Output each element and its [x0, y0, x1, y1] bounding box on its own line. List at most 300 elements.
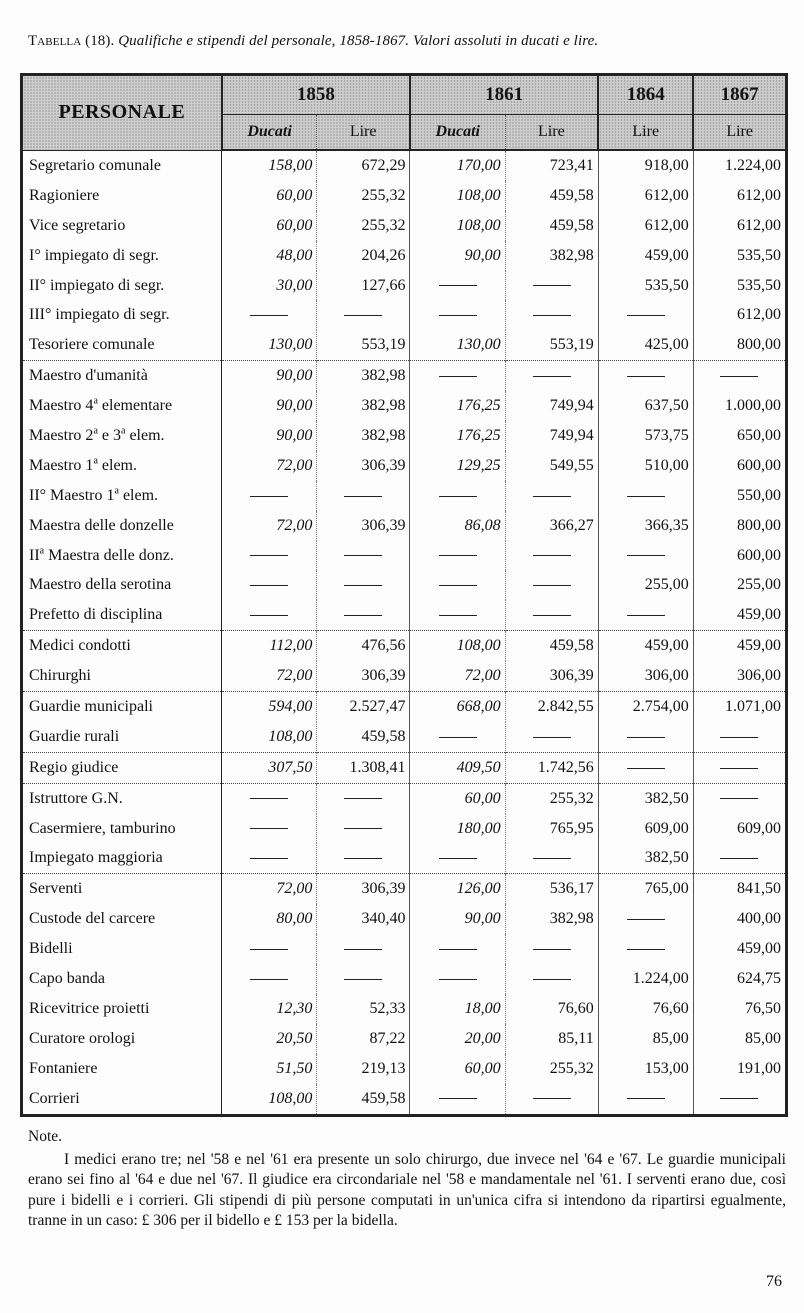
cell-lire-1864: 382,50	[598, 843, 693, 873]
dash-line	[344, 315, 382, 316]
table-row	[22, 722, 787, 752]
name-part: elem.	[125, 426, 165, 444]
cell-lire-1858: 87,22	[317, 1024, 410, 1054]
cell-ducati-1861: 130,00	[410, 330, 505, 360]
dash-line	[344, 496, 382, 497]
dash-line	[627, 919, 665, 920]
table-row	[22, 1054, 787, 1084]
subheader-lire-1861: Lire	[505, 115, 598, 151]
subheader-lire-1864: Lire	[598, 115, 693, 151]
cell-ducati-1861: 108,00	[410, 631, 505, 661]
cell-empty-ducati-1861	[410, 300, 505, 330]
cell-lire-1858: 204,26	[317, 241, 410, 271]
row-personale-name	[22, 241, 222, 271]
cell-empty-ducati-1858	[222, 541, 317, 571]
table-row	[22, 150, 787, 181]
table-row	[22, 211, 787, 241]
cell-empty-lire-1864	[598, 600, 693, 630]
cell-empty-ducati-1858	[222, 300, 317, 330]
cell-ducati-1861: 176,25	[410, 391, 505, 421]
name-superscript: a	[93, 395, 98, 407]
cell-empty-lire-1861	[505, 570, 598, 600]
cell-lire-1867: 600,00	[693, 451, 786, 481]
cell-lire-1861: 85,11	[505, 1024, 598, 1054]
subheader-ducati-1861: Ducati	[410, 115, 505, 151]
cell-lire-1858: 255,32	[317, 181, 410, 211]
cell-lire-1867: 191,00	[693, 1054, 786, 1084]
cell-lire-1867: 612,00	[693, 211, 786, 241]
table-row	[22, 391, 787, 421]
cell-lire-1867: 459,00	[693, 631, 786, 661]
table-row	[22, 600, 787, 630]
cell-lire-1861: 382,98	[505, 241, 598, 271]
cell-empty-ducati-1861	[410, 934, 505, 964]
name-part: Impiegato maggioria	[29, 849, 163, 867]
table-row	[22, 300, 787, 330]
cell-empty-lire-1864	[598, 361, 693, 391]
cell-lire-1858: 459,58	[317, 722, 410, 752]
cell-ducati-1858: 307,50	[222, 752, 317, 783]
cell-lire-1864: 255,00	[598, 570, 693, 600]
dash-line	[344, 798, 382, 799]
dash-line	[439, 949, 477, 950]
dash-line	[250, 555, 288, 556]
row-personale-name	[22, 752, 222, 783]
caption-number: (18).	[85, 33, 115, 49]
cell-ducati-1858: 108,00	[222, 722, 317, 752]
cell-empty-lire-1861	[505, 934, 598, 964]
cell-lire-1861: 549,55	[505, 451, 598, 481]
dash-line	[250, 315, 288, 316]
cell-ducati-1858: 60,00	[222, 211, 317, 241]
dash-line	[439, 555, 477, 556]
cell-lire-1858: 306,39	[317, 511, 410, 541]
cell-ducati-1861: 108,00	[410, 181, 505, 211]
cell-lire-1867: 612,00	[693, 300, 786, 330]
dash-line	[250, 858, 288, 859]
cell-lire-1861: 723,41	[505, 150, 598, 181]
dash-line	[250, 828, 288, 829]
name-part: Tesoriere comunale	[29, 336, 155, 354]
dash-line	[344, 949, 382, 950]
notes-heading: Note.	[28, 1128, 63, 1145]
name-part: Regio giudice	[29, 758, 119, 776]
cell-lire-1858: 382,98	[317, 391, 410, 421]
cell-lire-1867: 841,50	[693, 874, 786, 904]
cell-ducati-1861: 668,00	[410, 692, 505, 722]
subheader-lire-1858: Lire	[317, 115, 410, 151]
cell-empty-lire-1867	[693, 1084, 786, 1115]
name-part: Maestra delle donz.	[44, 546, 174, 564]
name-part: II° impiegato di segr.	[29, 276, 165, 294]
cell-empty-lire-1858	[317, 814, 410, 844]
row-personale-name	[22, 570, 222, 600]
caption-title: Qualifiche e stipendi del personale, 1858-1867. Valori assoluti in ducati e lire.	[118, 33, 599, 49]
cell-ducati-1858: 72,00	[222, 661, 317, 691]
dash-line	[439, 585, 477, 586]
cell-empty-lire-1867	[693, 361, 786, 391]
cell-lire-1858: 306,39	[317, 874, 410, 904]
cell-lire-1864: 85,00	[598, 1024, 693, 1054]
cell-ducati-1858: 90,00	[222, 361, 317, 391]
cell-ducati-1861: 170,00	[410, 150, 505, 181]
header-year-1867: 1867	[693, 75, 786, 115]
cell-ducati-1861: 180,00	[410, 814, 505, 844]
table-caption	[28, 33, 598, 50]
dash-line	[720, 376, 758, 377]
table-row	[22, 994, 787, 1024]
cell-empty-lire-1867	[693, 722, 786, 752]
row-personale-name	[22, 874, 222, 904]
row-personale-name	[22, 722, 222, 752]
cell-empty-lire-1864	[598, 904, 693, 934]
cell-ducati-1861: 60,00	[410, 783, 505, 813]
cell-lire-1861: 459,58	[505, 211, 598, 241]
cell-empty-ducati-1861	[410, 361, 505, 391]
cell-lire-1867: 550,00	[693, 481, 786, 511]
cell-lire-1861: 366,27	[505, 511, 598, 541]
row-personale-name	[22, 150, 222, 181]
table-row	[22, 271, 787, 301]
row-personale-name	[22, 934, 222, 964]
row-personale-name	[22, 361, 222, 391]
dash-line	[627, 376, 665, 377]
cell-lire-1867: 535,50	[693, 271, 786, 301]
cell-empty-ducati-1858	[222, 843, 317, 873]
cell-lire-1867: 800,00	[693, 330, 786, 360]
dash-line	[627, 315, 665, 316]
cell-lire-1861: 255,32	[505, 1054, 598, 1084]
table-row	[22, 631, 787, 661]
row-personale-name	[22, 843, 222, 873]
row-personale-name	[22, 994, 222, 1024]
name-part: Capo banda	[29, 969, 105, 987]
cell-lire-1864: 2.754,00	[598, 692, 693, 722]
cell-empty-ducati-1861	[410, 541, 505, 571]
cell-lire-1861: 1.742,56	[505, 752, 598, 783]
cell-lire-1864: 425,00	[598, 330, 693, 360]
row-personale-name	[22, 783, 222, 813]
name-part: III° impiegato di segr.	[29, 306, 170, 324]
cell-lire-1858: 52,33	[317, 994, 410, 1024]
dash-line	[533, 858, 571, 859]
row-personale-name	[22, 181, 222, 211]
cell-lire-1858: 1.308,41	[317, 752, 410, 783]
cell-lire-1867: 1.000,00	[693, 391, 786, 421]
table-row	[22, 481, 787, 511]
cell-empty-ducati-1861	[410, 722, 505, 752]
dash-line	[250, 979, 288, 980]
cell-empty-lire-1861	[505, 300, 598, 330]
name-part: I° impiegato di segr.	[29, 246, 159, 264]
name-part: Maestro 2	[29, 426, 94, 444]
cell-ducati-1858: 594,00	[222, 692, 317, 722]
cell-empty-lire-1861	[505, 964, 598, 994]
cell-lire-1861: 749,94	[505, 421, 598, 451]
cell-lire-1861: 459,58	[505, 181, 598, 211]
subheader-ducati-1858: Ducati	[222, 115, 317, 151]
cell-lire-1867: 650,00	[693, 421, 786, 451]
cell-empty-lire-1864	[598, 934, 693, 964]
dash-line	[344, 555, 382, 556]
cell-lire-1858: 382,98	[317, 361, 410, 391]
cell-empty-lire-1867	[693, 783, 786, 813]
row-personale-name	[22, 1054, 222, 1084]
table-row	[22, 1024, 787, 1054]
cell-empty-ducati-1858	[222, 570, 317, 600]
dash-line	[533, 1098, 571, 1099]
dash-line	[720, 798, 758, 799]
cell-ducati-1858: 90,00	[222, 421, 317, 451]
name-part: Chirurghi	[29, 667, 91, 685]
cell-ducati-1861: 126,00	[410, 874, 505, 904]
row-personale-name	[22, 1084, 222, 1115]
cell-lire-1864: 76,60	[598, 994, 693, 1024]
cell-lire-1861: 76,60	[505, 994, 598, 1024]
name-part: elem.	[97, 456, 137, 474]
name-superscript: a	[93, 455, 98, 467]
cell-empty-lire-1858	[317, 300, 410, 330]
cell-empty-lire-1861	[505, 541, 598, 571]
cell-empty-ducati-1861	[410, 843, 505, 873]
dash-line	[250, 496, 288, 497]
row-personale-name	[22, 1024, 222, 1054]
dash-line	[720, 1098, 758, 1099]
dash-line	[533, 315, 571, 316]
dash-line	[439, 1098, 477, 1099]
row-personale-name	[22, 661, 222, 691]
dash-line	[250, 585, 288, 586]
name-part: Curatore orologi	[29, 1029, 136, 1047]
cell-empty-lire-1861	[505, 481, 598, 511]
cell-empty-ducati-1861	[410, 570, 505, 600]
cell-ducati-1861: 409,50	[410, 752, 505, 783]
dash-line	[533, 979, 571, 980]
row-personale-name	[22, 211, 222, 241]
cell-empty-lire-1861	[505, 843, 598, 873]
dash-line	[627, 615, 665, 616]
dash-line	[533, 376, 571, 377]
dash-line	[439, 376, 477, 377]
cell-lire-1864: 573,75	[598, 421, 693, 451]
table-row	[22, 421, 787, 451]
cell-ducati-1858: 30,00	[222, 271, 317, 301]
row-personale-name	[22, 481, 222, 511]
table-row	[22, 661, 787, 691]
name-superscript: a	[93, 425, 98, 437]
cell-lire-1867: 255,00	[693, 570, 786, 600]
cell-lire-1867: 1.224,00	[693, 150, 786, 181]
dash-line	[533, 585, 571, 586]
dash-line	[533, 285, 571, 286]
cell-lire-1864: 612,00	[598, 181, 693, 211]
cell-ducati-1861: 108,00	[410, 211, 505, 241]
dash-line	[627, 555, 665, 556]
table-row	[22, 541, 787, 571]
cell-empty-ducati-1861	[410, 600, 505, 630]
cell-empty-ducati-1858	[222, 600, 317, 630]
cell-empty-lire-1858	[317, 481, 410, 511]
cell-ducati-1858: 80,00	[222, 904, 317, 934]
table-row	[22, 814, 787, 844]
name-part: Ricevitrice proietti	[29, 999, 150, 1017]
cell-empty-ducati-1858	[222, 783, 317, 813]
table-row	[22, 904, 787, 934]
name-part: Guardie municipali	[29, 697, 153, 715]
dash-line	[533, 949, 571, 950]
cell-lire-1867: 612,00	[693, 181, 786, 211]
table-row	[22, 1084, 787, 1115]
cell-empty-lire-1858	[317, 600, 410, 630]
row-personale-name	[22, 300, 222, 330]
cell-lire-1858: 306,39	[317, 451, 410, 481]
cell-ducati-1858: 48,00	[222, 241, 317, 271]
dash-line	[439, 285, 477, 286]
cell-lire-1858: 306,39	[317, 661, 410, 691]
row-personale-name	[22, 271, 222, 301]
name-part: Maestro 1	[29, 456, 94, 474]
cell-empty-lire-1861	[505, 271, 598, 301]
name-part: Casermiere, tamburino	[29, 819, 176, 837]
dash-line	[344, 828, 382, 829]
name-part: Maestro della serotina	[29, 576, 172, 594]
dash-line	[720, 858, 758, 859]
name-part: elem.	[118, 486, 159, 504]
cell-lire-1864: 765,00	[598, 874, 693, 904]
row-personale-name	[22, 511, 222, 541]
table-row	[22, 361, 787, 391]
caption-label: Tabella	[28, 33, 82, 49]
dash-line	[439, 496, 477, 497]
cell-empty-lire-1867	[693, 752, 786, 783]
cell-lire-1861: 536,17	[505, 874, 598, 904]
cell-ducati-1858: 130,00	[222, 330, 317, 360]
cell-lire-1858: 255,32	[317, 211, 410, 241]
name-part: e 3	[97, 426, 121, 444]
cell-lire-1858: 476,56	[317, 631, 410, 661]
name-superscript: a	[114, 485, 119, 497]
dash-line	[720, 768, 758, 769]
cell-lire-1867: 800,00	[693, 511, 786, 541]
notes	[28, 1127, 786, 1232]
cell-lire-1867: 85,00	[693, 1024, 786, 1054]
name-part: Custode del carcere	[29, 910, 156, 928]
name-part: Vice segretario	[29, 216, 126, 234]
cell-lire-1858: 340,40	[317, 904, 410, 934]
dash-line	[439, 615, 477, 616]
name-superscript: a	[39, 545, 45, 557]
cell-empty-lire-1864	[598, 481, 693, 511]
cell-ducati-1861: 72,00	[410, 661, 505, 691]
cell-ducati-1861: 86,08	[410, 511, 505, 541]
name-part: Guardie rurali	[29, 727, 120, 745]
cell-lire-1858: 553,19	[317, 330, 410, 360]
name-part: Istruttore G.N.	[29, 789, 123, 807]
cell-lire-1867: 624,75	[693, 964, 786, 994]
cell-lire-1864: 153,00	[598, 1054, 693, 1084]
cell-lire-1864: 918,00	[598, 150, 693, 181]
cell-lire-1867: 459,00	[693, 600, 786, 630]
dash-line	[533, 737, 571, 738]
cell-empty-ducati-1861	[410, 481, 505, 511]
cell-lire-1864: 637,50	[598, 391, 693, 421]
name-part: Medici condotti	[29, 637, 131, 655]
cell-ducati-1861: 18,00	[410, 994, 505, 1024]
page-number: 76	[766, 1273, 782, 1290]
dash-line	[439, 737, 477, 738]
cell-lire-1867: 400,00	[693, 904, 786, 934]
dash-line	[344, 858, 382, 859]
cell-lire-1861: 459,58	[505, 631, 598, 661]
cell-empty-lire-1858	[317, 570, 410, 600]
dash-line	[250, 798, 288, 799]
name-part: II	[29, 546, 40, 564]
header-year-1864: 1864	[598, 75, 693, 115]
name-superscript: a	[121, 425, 126, 437]
cell-empty-ducati-1858	[222, 481, 317, 511]
cell-ducati-1858: 51,50	[222, 1054, 317, 1084]
cell-ducati-1858: 158,00	[222, 150, 317, 181]
name-part: Maestro d'umanità	[29, 367, 148, 385]
name-part: Prefetto di disciplina	[29, 606, 163, 624]
cell-lire-1861: 306,39	[505, 661, 598, 691]
cell-lire-1864: 609,00	[598, 814, 693, 844]
name-part: Maestro 4	[29, 397, 94, 415]
cell-ducati-1861: 129,25	[410, 451, 505, 481]
table-row	[22, 783, 787, 813]
name-part: Bidelli	[29, 940, 73, 958]
table-row	[22, 692, 787, 722]
table-row	[22, 964, 787, 994]
table-row	[22, 181, 787, 211]
cell-lire-1858: 382,98	[317, 421, 410, 451]
cell-empty-lire-1858	[317, 934, 410, 964]
table-row	[22, 752, 787, 783]
dash-line	[627, 1098, 665, 1099]
cell-empty-ducati-1861	[410, 271, 505, 301]
row-personale-name	[22, 631, 222, 661]
cell-lire-1861: 2.842,55	[505, 692, 598, 722]
dash-line	[627, 737, 665, 738]
subheader-lire-1867: Lire	[693, 115, 786, 151]
notes-text: I medici erano tre; nel '58 e nel '61 era presente un solo chirurgo, due invece nel '64 e '67. Le guardie municipali erano sei fino al '64 e due nel '67. Il giudice era circondariale nel '58 e mandamentale nel '61. I serventi erano due, così pure i bidelli e i corrieri. Gli stipendi di più persone computati in un'unica cifra si intendono da ripartirsi egualmente, tranne in un caso: £ 306 per il bidello e £ 153 per la bidella.	[28, 1150, 786, 1229]
table-row	[22, 843, 787, 873]
table-row	[22, 330, 787, 360]
dash-line	[627, 949, 665, 950]
cell-lire-1867: 609,00	[693, 814, 786, 844]
row-personale-name	[22, 451, 222, 481]
cell-ducati-1858: 60,00	[222, 181, 317, 211]
name-part: Segretario comunale	[29, 156, 161, 174]
name-part: Ragioniere	[29, 186, 100, 204]
cell-empty-lire-1861	[505, 1084, 598, 1115]
cell-lire-1867: 459,00	[693, 934, 786, 964]
cell-empty-lire-1861	[505, 722, 598, 752]
cell-lire-1864: 1.224,00	[598, 964, 693, 994]
table-row	[22, 874, 787, 904]
dash-line	[250, 615, 288, 616]
cell-lire-1867: 76,50	[693, 994, 786, 1024]
cell-lire-1861: 553,19	[505, 330, 598, 360]
dash-line	[439, 315, 477, 316]
cell-empty-lire-1864	[598, 300, 693, 330]
cell-ducati-1858: 112,00	[222, 631, 317, 661]
cell-empty-lire-1864	[598, 541, 693, 571]
name-part: elementare	[97, 397, 173, 415]
cell-lire-1864: 306,00	[598, 661, 693, 691]
cell-empty-lire-1864	[598, 752, 693, 783]
header-personale: PERSONALE	[22, 75, 222, 151]
